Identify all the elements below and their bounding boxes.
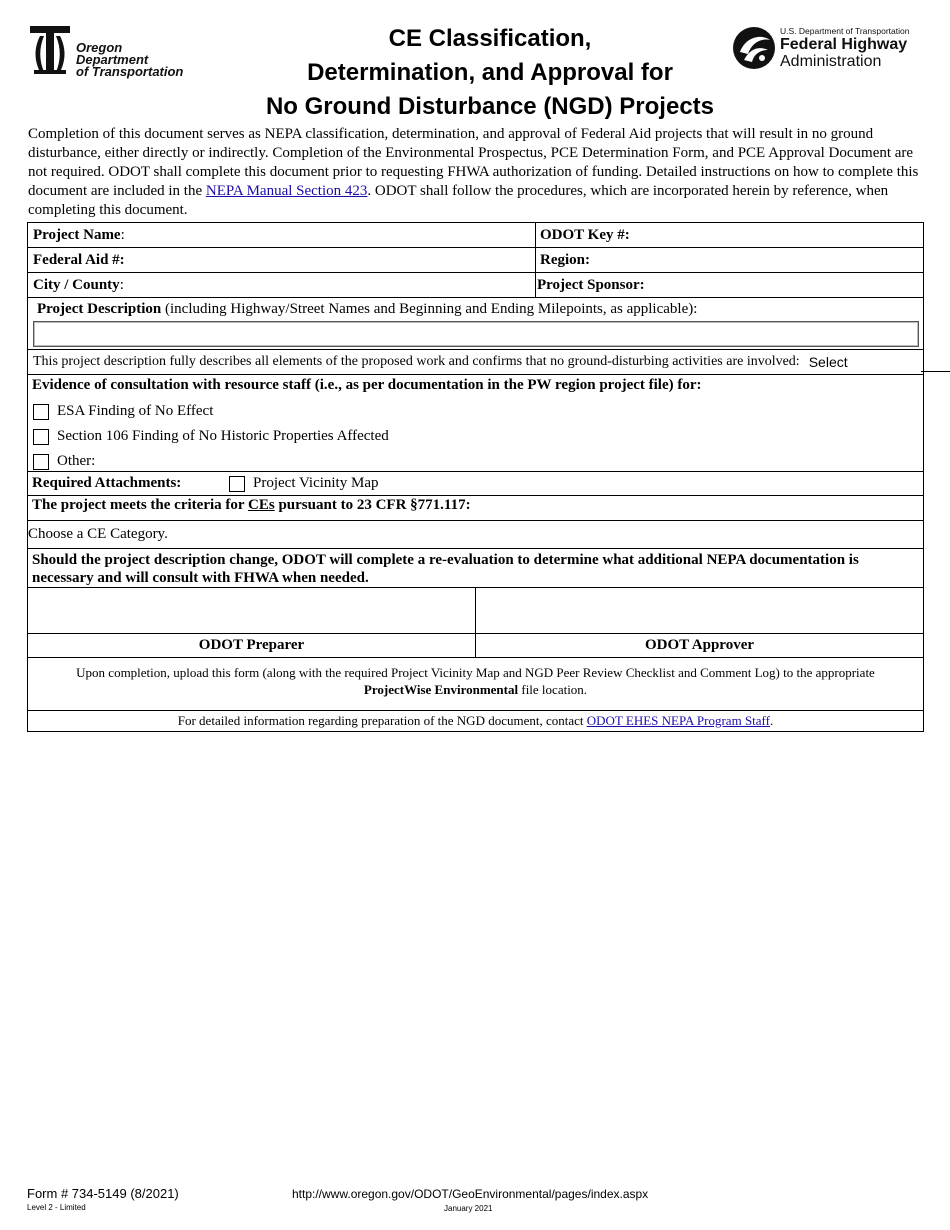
row-federal-aid	[28, 247, 923, 272]
upload-instructions	[28, 657, 923, 710]
project-name-colon: :	[120, 226, 125, 243]
form-number: Form # 734-5149 (8/2021)	[27, 1186, 179, 1201]
project-sponsor-field[interactable]	[536, 273, 923, 297]
project-description-heading	[28, 298, 923, 321]
vicinity-map-label: Project Vicinity Map	[253, 475, 379, 491]
row-evidence	[28, 374, 923, 471]
vicinity-map-checkbox[interactable]	[229, 476, 245, 492]
contact-row	[28, 710, 923, 731]
odot-name	[76, 42, 183, 78]
project-description-input[interactable]	[33, 321, 919, 347]
fhwa-logo	[732, 26, 932, 76]
fhwa-dept: U.S. Department of Transportation	[780, 26, 910, 36]
project-name-field[interactable]	[28, 223, 536, 247]
esa-label: ESA Finding of No Effect	[57, 403, 214, 419]
odot-name-line1: Oregon	[76, 40, 123, 55]
criteria-prefix: The project meets the criteria for	[32, 497, 249, 513]
row-description-confirm	[28, 349, 923, 374]
intro-text-1: Completion of this document serves as NEPA classification, determination, and approval of Federal Aid projects that will result in no ground disturbance, either directly or indirectly. Completion of the Environmental Prospectus, PCE Determination Form, and PCE Approval Document are not required. ODOT shall complete this document prior to requesting FHWA authorization of funding. Detailed instructions on how to complete this document are included in the	[28, 126, 919, 199]
footer-url: http://www.oregon.gov/ODOT/GeoEnvironmental/pages/index.aspx	[292, 1187, 649, 1201]
odot-approver-signature-field[interactable]	[476, 588, 923, 633]
odot-key-field[interactable]	[536, 223, 923, 247]
section106-label: Section 106 Finding of No Historic Properties Affected	[57, 428, 389, 444]
evidence-heading: Evidence of consultation with resource staff (i.e., as per documentation in the PW region project file) for:	[32, 377, 702, 393]
fhwa-name-line2: Administration	[780, 53, 882, 70]
odot-preparer-signature-field[interactable]	[28, 588, 476, 633]
confirm-select-dropdown[interactable]: Select	[808, 354, 848, 370]
criteria-ces: CEs	[248, 497, 275, 513]
odot-preparer-label: ODOT Preparer	[28, 634, 476, 657]
row-signature-labels	[28, 633, 923, 657]
project-name-label: Project Name	[33, 226, 121, 243]
region-label: Region:	[540, 251, 590, 268]
upload-line-2	[38, 681, 913, 698]
upload-text-1: Upon completion, upload this form (along with the required Project Vicinity Map and NGD Peer Review Checklist and Comment Log) to the appropriate	[76, 665, 875, 680]
row-city-county	[28, 272, 923, 297]
reevaluation-note: Should the project description change, ODOT will complete a re-evaluation to determine what additional NEPA documentation is necessary and will consult with FHWA when needed.	[28, 548, 923, 587]
city-county-colon: :	[119, 276, 124, 293]
federal-aid-label: Federal Aid #:	[33, 251, 125, 268]
ngd-form	[27, 222, 924, 732]
federal-aid-field[interactable]	[28, 248, 536, 272]
classification-level: Level 2 - Limited	[27, 1203, 86, 1212]
row-signatures	[28, 587, 923, 633]
project-description-hint: (including Highway/Street Names and Beginning and Ending Milepoints, as applicable):	[161, 301, 698, 317]
city-county-field[interactable]	[28, 273, 536, 297]
odot-logo	[30, 26, 200, 80]
footer-date: January 2021	[444, 1204, 493, 1213]
title-line3: No Ground Disturbance (NGD) Projects	[265, 93, 715, 120]
confirm-text: This project description fully describes all elements of the proposed work and confirms that no ground-disturbing activities are involved:	[33, 354, 800, 369]
nepa-staff-link[interactable]: ODOT EHES NEPA Program Staff	[586, 713, 770, 728]
confirm-divider	[921, 371, 950, 372]
row-project-description	[28, 297, 923, 349]
region-field[interactable]	[536, 248, 923, 272]
upload-text-2: file location.	[518, 682, 588, 697]
odot-name-line3: of Transportation	[76, 64, 184, 79]
fhwa-emblem-icon	[732, 26, 776, 70]
criteria-suffix: pursuant to 23 CFR §771.117:	[274, 497, 471, 513]
fhwa-name-line1: Federal Highway	[780, 36, 908, 53]
title-line1: CE Classification,	[388, 25, 592, 52]
other-label: Other:	[57, 453, 96, 469]
fhwa-text	[780, 26, 909, 70]
row-criteria	[28, 495, 923, 520]
contact-end: .	[769, 713, 774, 728]
attachments-label: Required Attachments:	[32, 475, 182, 491]
esa-checkbox-row[interactable]	[28, 399, 923, 424]
intro-text-2: . ODOT shall follow the procedures, which are incorporated herein by reference, when completing this document.	[28, 183, 889, 218]
row-project-name	[28, 223, 923, 247]
section106-checkbox-row[interactable]	[28, 424, 923, 449]
odot-approver-label: ODOT Approver	[644, 637, 755, 653]
esa-checkbox[interactable]	[33, 404, 49, 420]
odot-key-label: ODOT Key #:	[540, 226, 630, 243]
row-attachments	[28, 471, 923, 495]
row-ce-category	[28, 520, 923, 548]
city-county-label: City / County	[33, 276, 120, 293]
other-checkbox[interactable]	[33, 454, 49, 470]
project-description-label: Project Description	[37, 301, 162, 317]
nepa-manual-link[interactable]: NEPA Manual Section 423	[205, 183, 368, 199]
upload-bold: ProjectWise Environmental	[363, 682, 519, 697]
page-title	[240, 22, 740, 124]
ce-category-dropdown[interactable]: Choose a CE Category.	[28, 526, 168, 542]
odot-emblem-icon	[30, 26, 74, 76]
section106-checkbox[interactable]	[33, 429, 49, 445]
title-line2: Determination, and Approval for	[307, 59, 673, 86]
intro-paragraph	[28, 125, 920, 220]
odot-name-line2: Department	[76, 52, 149, 67]
contact-text: For detailed information regarding preparation of the NGD document, contact	[177, 713, 587, 728]
project-sponsor-label: Project Sponsor:	[537, 276, 645, 293]
